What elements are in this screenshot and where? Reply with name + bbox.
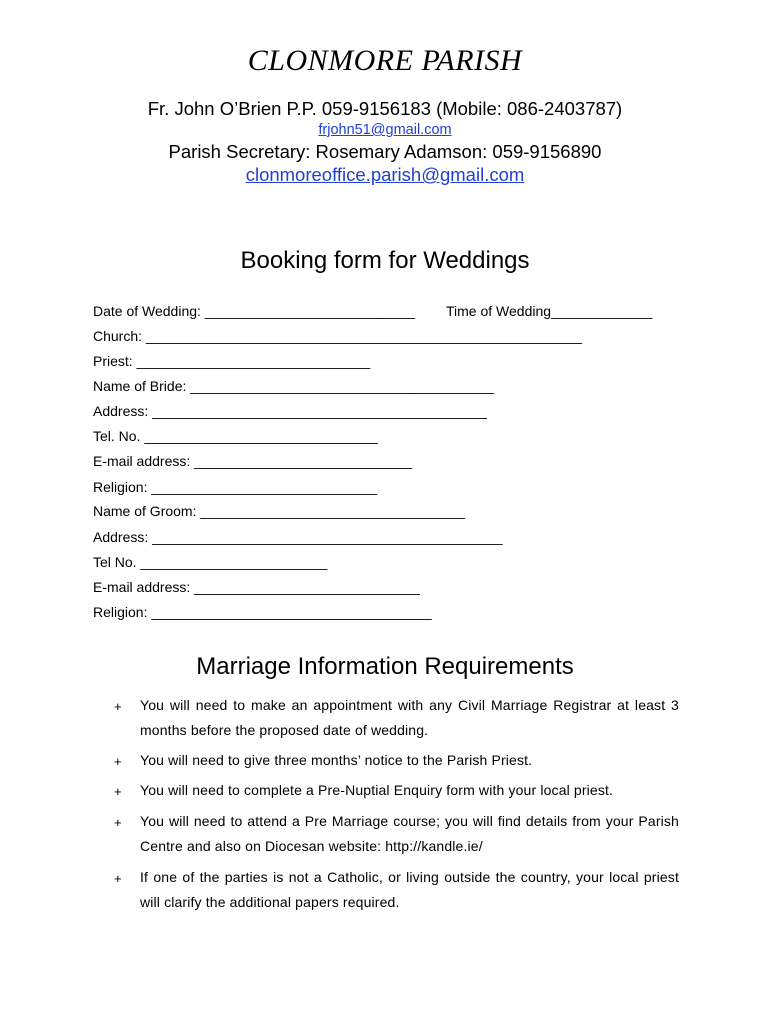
bride-religion-field[interactable]: Religion: _____________________________ [93,479,378,495]
requirement-text: You will need to attend a Pre Marriage course; you will find details from your Parish Centre and also on Diocesan website: http://kandle.ie/ [140,813,679,854]
booking-form-heading: Booking form for Weddings [240,247,530,274]
requirement-item [114,809,679,859]
requirement-text: If one of the parties is not a Catholic, or living outside the country, your local priest will clarify the additional papers required. [140,869,679,910]
parish-title: CLONMORE PARISH [247,44,523,77]
groom-religion-field[interactable]: Religion: ____________________________________ [93,604,432,620]
secretary-email-text: clonmoreoffice.parish@gmail.com [245,164,525,185]
requirement-item [114,778,679,803]
requirements-heading: Marriage Information Requirements [196,653,574,680]
priest-email-link[interactable] [0,122,770,138]
priest-contact-line: Fr. John O’Brien P.P. 059-9156183 (Mobile: 086-2403787) [147,98,623,119]
bullet-plus-icon: + [114,754,122,769]
requirement-item [114,865,679,915]
groom-address-field[interactable]: Address: _____________________________________________ [93,529,503,545]
requirement-text: You will need to make an appointment with any Civil Marriage Registrar at least 3 months before the proposed date of wedding. [140,697,679,738]
bride-name-field[interactable]: Name of Bride: _______________________________________ [93,378,494,394]
bride-address-field[interactable]: Address: ___________________________________________ [93,403,487,419]
time-of-wedding-field[interactable]: Time of Wedding_____________ [446,303,653,319]
bullet-plus-icon: + [114,815,122,830]
bullet-plus-icon: + [114,784,122,799]
groom-email-field[interactable]: E-mail address: _____________________________ [93,579,420,595]
church-field[interactable]: Church: ________________________________________________________ [93,328,582,344]
priest-email-text: frjohn51@gmail.com [318,122,452,138]
secretary-email-link[interactable] [0,164,770,186]
priest-field[interactable]: Priest: ______________________________ [93,353,371,369]
groom-name-field[interactable]: Name of Groom: __________________________________ [93,503,466,519]
secretary-contact-line: Parish Secretary: Rosemary Adamson: 059-9156890 [168,141,602,162]
requirement-text: You will need to complete a Pre-Nuptial Enquiry form with your local priest. [140,782,614,798]
groom-tel-field[interactable]: Tel No. ________________________ [93,554,328,570]
bullet-plus-icon: + [114,871,122,886]
requirement-item [114,748,679,773]
bride-email-field[interactable]: E-mail address: ____________________________ [93,453,413,469]
date-of-wedding-field[interactable]: Date of Wedding: ___________________________ [93,303,416,319]
bride-tel-field[interactable]: Tel. No. ______________________________ [93,428,378,444]
requirement-item [114,693,679,743]
requirement-text: You will need to give three months’ notice to the Parish Priest. [140,752,533,768]
bullet-plus-icon: + [114,699,122,714]
